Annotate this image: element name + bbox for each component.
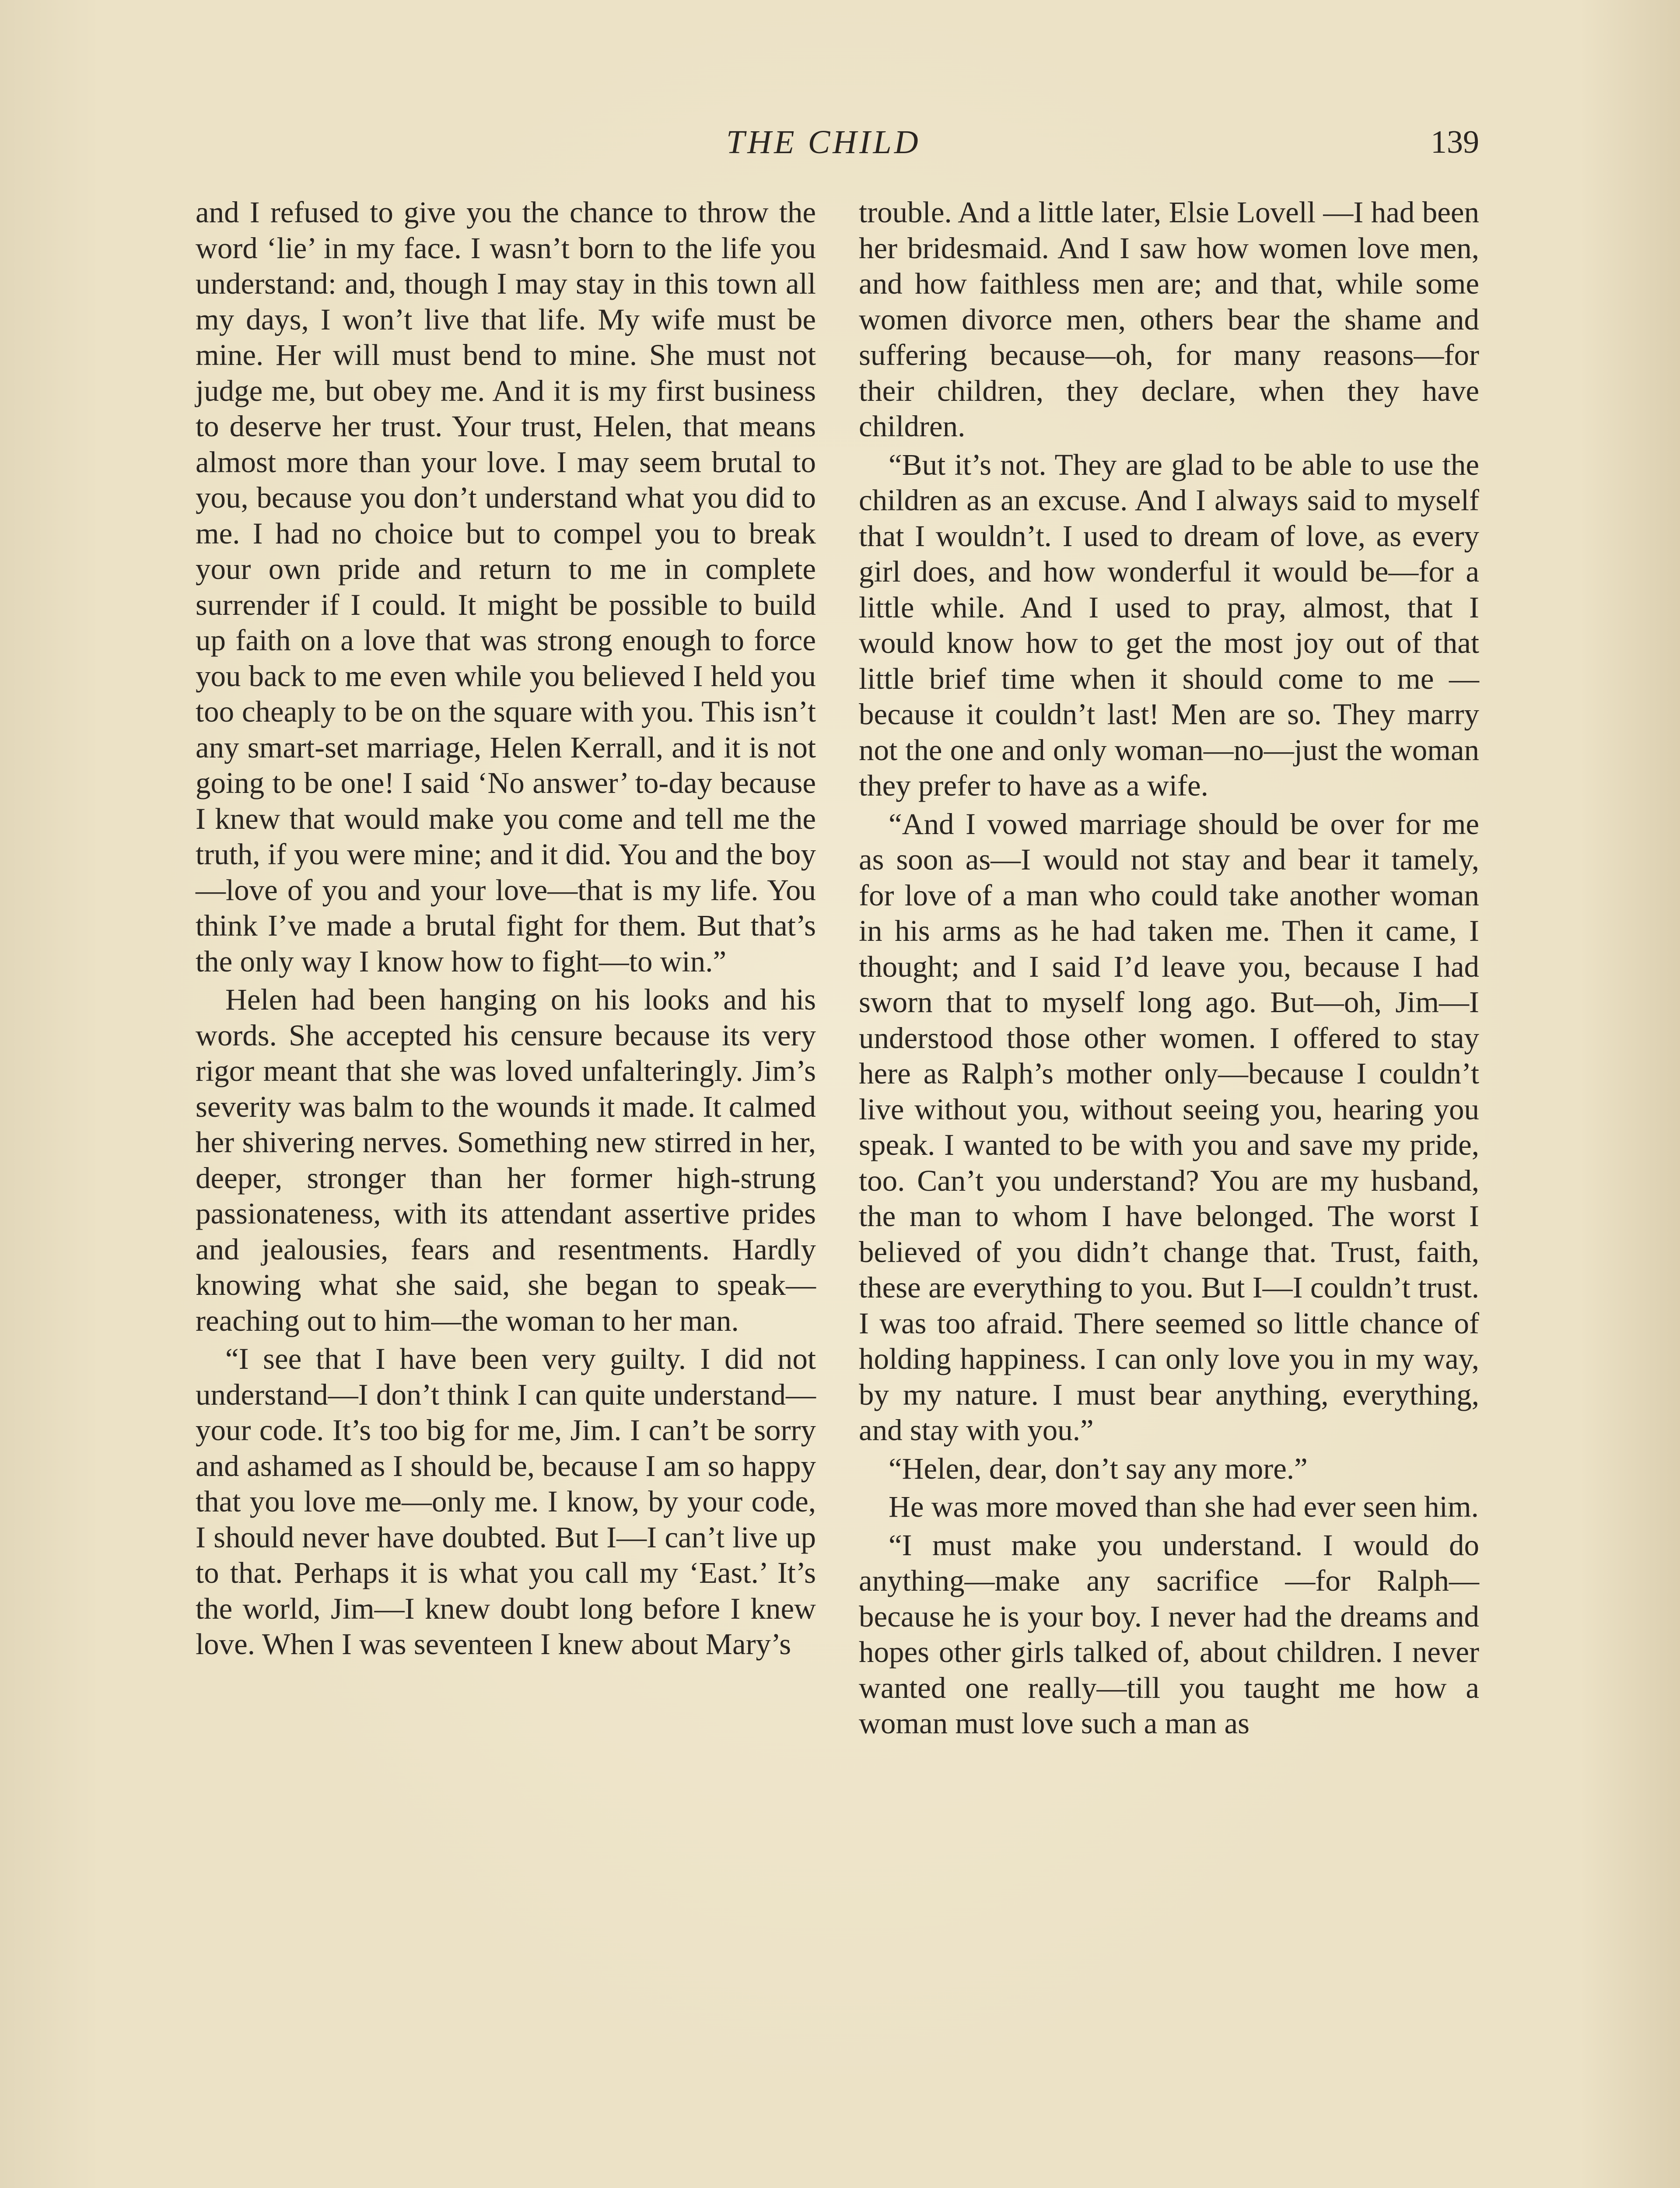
- right-paragraph-5: He was more moved than she had ever seen him.: [889, 1490, 1479, 1523]
- right-column: [859, 195, 1479, 1742]
- left-paragraph-2: Helen had been hanging on his looks and his words. She accepted his censure because its very rigor meant that she was loved unfalteringly. Jim’s severity was balm to the wounds it made. It calmed her shivering nerves. Something new stirred in her, deeper, stronger than her former high-strung passionateness, with its attendant assertive prides and jealousies, fears and resentments. Hardly knowing what she said, she began to speak—reaching out to him—the woman to her man.: [196, 983, 816, 1337]
- page-number: 139: [1431, 124, 1479, 160]
- left-column: [196, 195, 816, 1662]
- right-paragraph-4: “Helen, dear, don’t say any more.”: [889, 1452, 1308, 1485]
- left-paragraph-3: “I see that I have been very guilty. I did not understand—I don’t think I can quite understand—your code. It’s too big for me, Jim. I can’t be sorry and ashamed as I should be, because I am so happy that you love me—only me. I know, by your code, I should never have doubted. But I—I can’t live up to that. Perhaps it is what you call my ‘East.’ It’s the world, Jim—I knew doubt long before I knew love. When I was seventeen I knew about Mary’s: [196, 1342, 816, 1661]
- right-paragraph-2: “But it’s not. They are glad to be able to use the children as an excuse. And I always said to myself that I wouldn’t. I used to dream of love, as every girl does, and how wonderful it would be—for a little while. And I used to pray, almost, that I would know how to get the most joy out of that little brief time when it should come to me —because it couldn’t last! Men are so. They marry not the one and only woman—no—just the woman they prefer to have as a wife.: [859, 448, 1479, 802]
- right-paragraph-3: “And I vowed marriage should be over for me as soon as—I would not stay and bear it tamely, for love of a man who could take another woman in his arms as he had taken me. Then it came, I thought; and I said I’d leave you, because I had sworn that to myself long ago. But—oh, Jim—I understood those other women. I offered to stay here as Ralph’s mother only—because I couldn’t live without you, without seeing you, hearing you speak. I wanted to be with you and save my pride, too. Can’t you understand? You are my husband, the man to whom I have belonged. The worst I believed of you didn’t change that. Trust, faith, these are everything to you. But I—I couldn’t trust. I was too afraid. There seemed so little chance of holding happiness. I can only love you in my way, by my nature. I must bear anything, everything, and stay with you.”: [859, 807, 1479, 1447]
- right-paragraph-1: trouble. And a little later, Elsie Lovell —I had been her bridesmaid. And I saw how women love men, and how faithless men are; and that, while some women divorce men, others bear the shame and suffering because—oh, for many reasons—for their children, they declare, when they have children.: [859, 196, 1479, 443]
- running-head: [0, 120, 1680, 168]
- left-paragraph-1: and I refused to give you the chance to throw the word ‘lie’ in my face. I wasn’t born to the life you understand: and, though I may stay in this town all my days, I won’t live that life. My wife must be mine. Her will must bend to mine. She must not judge me, but obey me. And it is my first business to deserve her trust. Your trust, Helen, that means almost more than your love. I may seem brutal to you, because you don’t understand what you did to me. I had no choice but to compel you to break your own pride and return to me in complete surrender if I could. It might be possible to build up faith on a love that was strong enough to force you back to me even while you believed I held you too cheaply to be on the square with you. This isn’t any smart-set marriage, Helen Kerrall, and it is not going to be one! I said ‘No answer’ to-day because I knew that would make you come and tell me the truth, if you were mine; and it did. You and the boy—love of you and your love—that is my life. You think I’ve made a brutal fight for them. But that’s the only way I know how to fight—to win.”: [196, 196, 816, 978]
- running-title: THE CHILD: [726, 124, 921, 161]
- right-paragraph-6: “I must make you understand. I would do anything—make any sacrifice —for Ralph—because he is your boy. I never had the dreams and hopes other girls talked of, about children. I never wanted one really—till you taught me how a woman must love such a man as: [859, 1528, 1479, 1740]
